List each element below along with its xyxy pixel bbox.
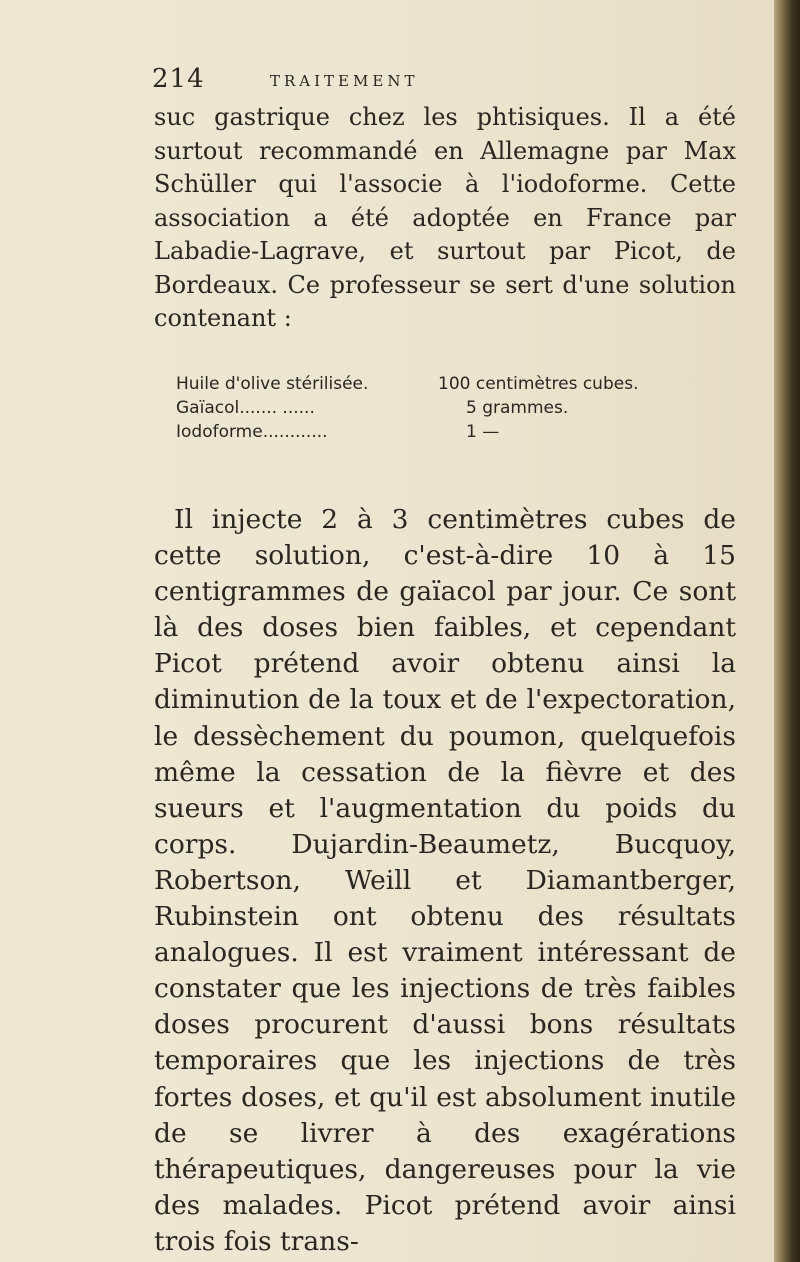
page-header <box>152 64 712 98</box>
recipe-quantity: 100 centimètres cubes. <box>438 374 639 394</box>
recipe-ingredient: Huile d'olive stérilisée. <box>176 374 369 394</box>
paragraph-intro: suc gastrique chez les phtisiques. Il a été surtout recommandé en Allemagne par Max Schüller qui l'associe à l'iodoforme. Cette association a été adoptée en France par Labadie-Lagrave, et surtout par Picot, de Bordeaux. Ce professeur se sert d'une solution contenant : <box>154 103 736 332</box>
page-number: 214 <box>152 64 205 94</box>
recipe-row <box>176 396 736 420</box>
recipe-row <box>176 420 736 444</box>
paragraph-body: Il injecte 2 à 3 centimètres cubes de cette solution, c'est-à-dire 10 à 15 centigrammes de gaïacol par jour. Ce sont là des doses bien faibles, et cependant Picot prétend avoir obtenu ainsi la diminution de la toux et de l'expectoration, le dessèchement du poumon, quelquefois même la cessation de la fièvre et des sueurs et l'augmentation du poids du corps. Dujardin-Beaumetz, Bucquoy, Robertson, Weill et Diamantberger, Rubinstein ont obtenu des résultats analogues. Il est vraiment intéressant de constater que les injections de très faibles doses procurent d'aussi bons résultats temporaires que les injections de très fortes doses, et qu'il est absolument inutile de se livrer à des exagérations thérapeutiques, dangereuses pour la vie des malades. Picot prétend avoir ainsi trois fois trans- <box>154 504 736 1257</box>
recipe-quantity: 5 grammes. <box>466 398 569 418</box>
recipe-list <box>176 372 736 444</box>
recipe-ingredient: Gaïacol....... ...... <box>176 398 315 418</box>
page-edge-shadow <box>774 0 800 1262</box>
recipe-row <box>176 372 736 396</box>
recipe-ingredient: Iodoforme............ <box>176 422 328 442</box>
running-head: TRAITEMENT <box>270 72 419 90</box>
recipe-quantity: 1 — <box>466 422 500 442</box>
